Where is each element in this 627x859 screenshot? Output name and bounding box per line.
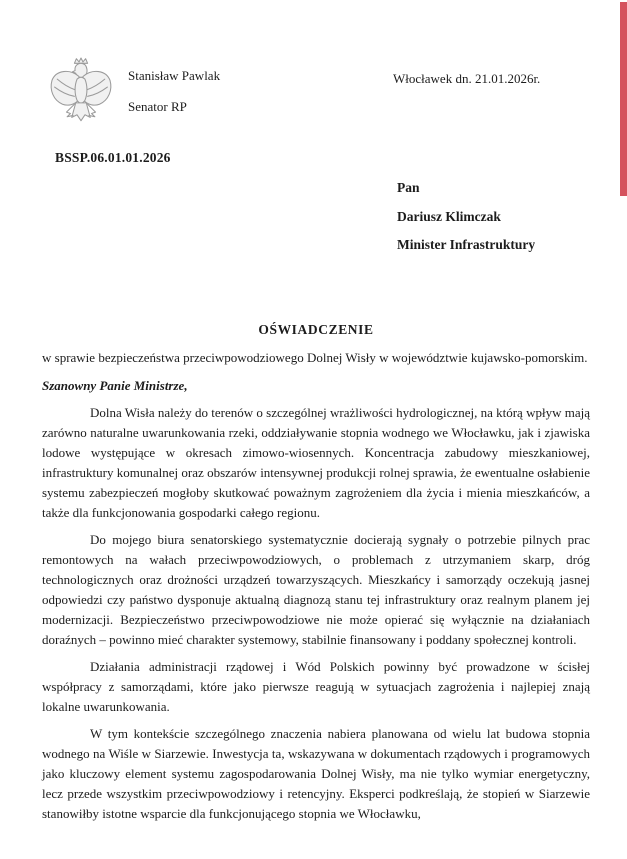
recipient-position: Minister Infrastruktury bbox=[397, 237, 536, 252]
recipient-block bbox=[397, 180, 535, 266]
sender-title: Senator RP bbox=[128, 99, 187, 114]
sender-name: Stanisław Pawlak bbox=[128, 68, 221, 83]
polish-eagle-emblem-icon bbox=[48, 56, 114, 130]
body-paragraph-4: W tym kontekście szczególnego znaczenia nabiera planowana od wielu lat budowa stopnia wodnego na Wiśle w Siarzewie. Inwestycja ta, wskazywana w dokumentach rządowych i programowych jako kluczowy element systemu zagospodarowania Dolnej Wisły, ma nie tylko wymiar energetyczny, lecz przede wszystkim przeciwpowodziowy i retencyjny. Eksperci podkreślają, że stopień w Siarzewie stanowiłby istotne wsparcie dla funkcjonującego stopnia we Włocławku, bbox=[42, 726, 590, 821]
letter-subject: w sprawie bezpieczeństwa przeciwpowodziowego Dolnej Wisły w województwie kujawsko-pomorskim. bbox=[42, 350, 588, 365]
body-paragraph-2: Do mojego biura senatorskiego systematycznie docierają sygnały o potrzebie pilnych prac remontowych na wałach przeciwpowodziowych, o problemach z utrzymaniem skarp, dróg technologicznych oraz drożności urządzeń towarzyszących. Mieszkańcy i samorządy oczekują jasnej odpowiedzi czy państwo dysponuje aktualną diagnozą stanu tej infrastruktury oraz realnym planem jej modernizacji. Bezpieczeństwo przeciwpowodziowe nie może opierać się wyłącznie na działaniach doraźnych – powinno mieć charakter systemowy, stabilnie finansowany i poddany społecznej kontroli. bbox=[42, 532, 590, 647]
letter-title: OŚWIADCZENIE bbox=[258, 322, 374, 337]
recipient-name: Dariusz Klimczak bbox=[397, 208, 501, 224]
reference-number: BSSP.06.01.01.2026 bbox=[55, 150, 171, 165]
place-date-line: Włocławek dn. 21.01.2026r. bbox=[393, 71, 541, 86]
letter-salutation: Szanowny Panie Ministrze, bbox=[42, 378, 188, 393]
body-paragraph-3: Działania administracji rządowej i Wód Polskich powinny być prowadzone w ścisłej współpracy z samorządami, które jako pierwsze reagują w sytuacjach zagrożenia i najlepiej znają lokalne uwarunkowania. bbox=[42, 659, 590, 714]
red-accent-bar bbox=[620, 2, 627, 196]
recipient-salutation: Pan bbox=[397, 180, 420, 195]
letter-body bbox=[42, 320, 590, 824]
body-paragraph-1: Dolna Wisła należy do terenów o szczególnej wrażliwości hydrologicznej, na którą wpływ mają zarówno naturalne uwarunkowania rzeki, oddziaływanie stopnia wodnego we Włocławku, jak i zjawiska lodowe występujące w okresach zimowo-wiosennych. Koncentracja zabudowy mieszkaniowej, infrastruktury komunalnej oraz obszarów intensywnej produkcji rolnej sprawia, że ewentualne osłabienie systemu zabezpieczeń mogłoby skutkować poważnym zagrożeniem dla życia i mienia mieszkańców, a także dla funkcjonowania gospodarki całego regionu. bbox=[42, 405, 590, 520]
